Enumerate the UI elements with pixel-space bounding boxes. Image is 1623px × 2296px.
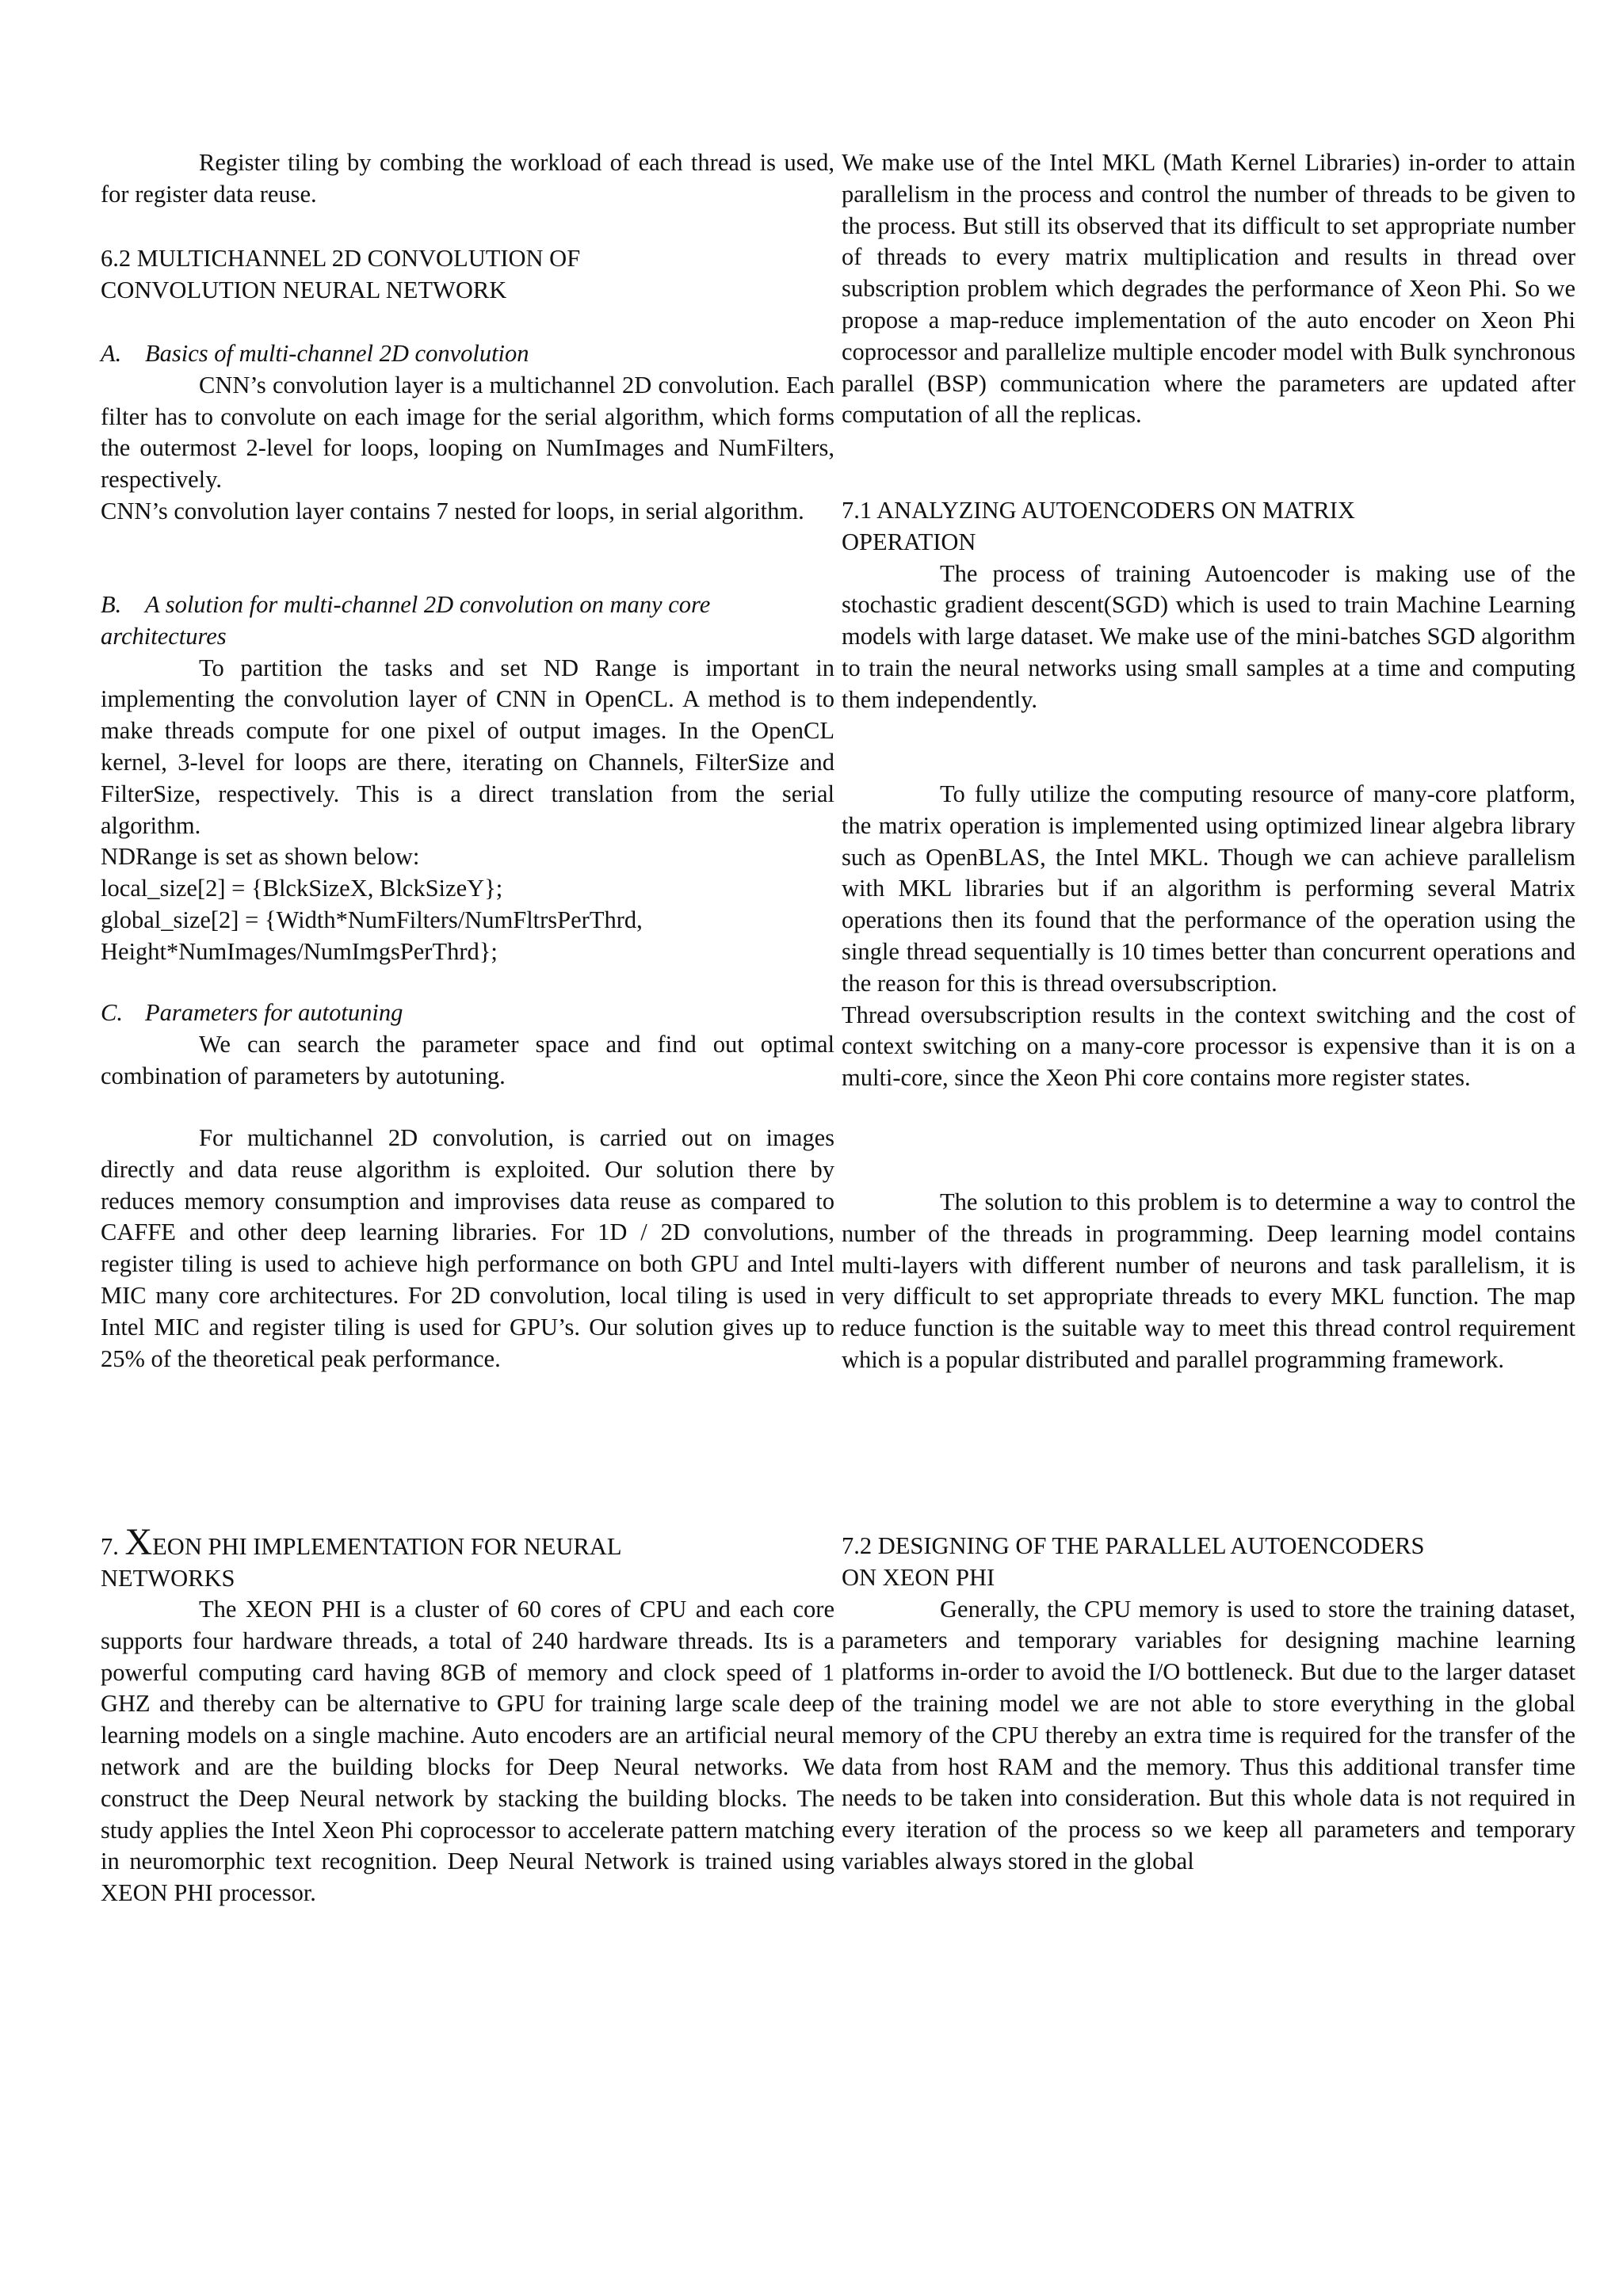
section-7-1-para4-block [842, 1187, 1575, 1376]
subsection-a-para1: CNN’s convolution layer is a multichannel 2D convolution. Each filter has to convolute on each image for the serial algorithm, which forms the outermost 2-level for loops, looping on NumImages and NumFilters, respectively. [101, 371, 834, 494]
section-7-heading-big-letter: X [124, 1521, 153, 1563]
section-7-1-para1: The process of training Autoencoder is making use of the stochastic gradient descent(SGD) which is used to train Machine Learning models with large dataset. We make use of the mini-batches SGD algorithm to train the neural networks using small samples at a time and computing them independently. [842, 559, 1575, 713]
section-7-2-heading-line2: ON XEON PHI [842, 1563, 995, 1591]
global-size-line2: Height*NumImages/NumImgsPerThrd}; [101, 937, 498, 965]
right-intro-text: We make use of the Intel MKL (Math Kernel Libraries) in-order to attain parallelism in the process and control the number of threads to be given to the process. But still its observed that its difficult to set appropriate number of threads to every matrix multiplication and results in thread over subscription problem which degrades the performance of Xeon Phi. So we propose a map-reduce implementation of the auto encoder on Xeon Phi coprocessor and parallelize multiple encoder model with Bulk synchronous parallel (BSP) communication where the parameters are updated after computation of all the replicas. [842, 149, 1575, 429]
right-intro [842, 147, 1575, 431]
global-size-line1: global_size[2] = {Width*NumFilters/NumFltrsPerThrd, [101, 906, 643, 933]
subsection-c-para2-block [101, 1123, 834, 1375]
section-7-para1: The XEON PHI is a cluster of 60 cores of CPU and each core supports four hardware threads, a total of 240 hardware threads. Its is a powerful computing card having 8GB of memory and clock speed of 1 GHZ and thereby can be alternative to GPU for training large scale deep learning models on a single machine. Auto encoders are an artificial neural network and are the building blocks for Deep Neural networks. We construct the Deep Neural network by stacking the building blocks. The study applies the Intel Xeon Phi coprocessor to accelerate pattern matching in neuromorphic text recognition. Deep Neural Network is trained using XEON PHI processor. [101, 1596, 834, 1907]
section-7-heading-rest: EON PHI IMPLEMENTATION FOR NEURAL [152, 1533, 622, 1560]
section-7-heading-line2: NETWORKS [101, 1564, 235, 1592]
subsection-b [101, 589, 834, 968]
subsection-c-title: Parameters for autotuning [145, 999, 403, 1026]
section-7-1-para4: The solution to this problem is to determine a way to control the number of the threads in programming. Deep learning model contains multi-layers with different number of neurons and task parallelism, it is very difficult to set appropriate threads to every MKL function. The map reduce function is the suitable way to meet this thread control requirement which is a popular distributed and parallel programming framework. [842, 1188, 1575, 1373]
section-7-2 [842, 1531, 1575, 1878]
subsection-b-letter: B. [101, 591, 122, 618]
subsection-a-letter: A. [101, 340, 122, 367]
section-7-heading [101, 1521, 834, 1595]
subsection-c [101, 997, 834, 1092]
section-6-2-heading-line2: CONVOLUTION NEURAL NETWORK [101, 276, 507, 303]
section-7-1-para2-block [842, 779, 1575, 1094]
section-7-heading-line1 [101, 1521, 834, 1563]
subsection-b-para1: To partition the tasks and set ND Range is important in implementing the convolution layer of CNN in OpenCL. A method is to make threads compute for one pixel of output images. In the OpenCL kernel, 3-level for loops are there, iterating on Channels, FilterSize and FilterSize, respectively. This is a direct translation from the serial algorithm. [101, 654, 834, 839]
subsection-c-letter: C. [101, 999, 123, 1026]
section-6-2-heading [101, 243, 834, 307]
subsection-a-heading [101, 338, 834, 370]
section-7-body [101, 1594, 834, 1909]
section-7-heading-prefix: 7. [101, 1533, 125, 1560]
subsection-c-para1: We can search the parameter space and find out optimal combination of parameters by autotuning. [101, 1030, 834, 1089]
section-7-1-heading-line2: OPERATION [842, 528, 976, 555]
subsection-b-heading [101, 589, 834, 653]
section-7-1 [842, 495, 1575, 716]
left-intro-text: Register tiling by combing the workload of each thread is used, for register data reuse. [101, 149, 834, 208]
section-7-1-heading-line1: 7.1 ANALYZING AUTOENCODERS ON MATRIX [842, 497, 1355, 524]
section-6-2-heading-line1: 6.2 MULTICHANNEL 2D CONVOLUTION OF [101, 245, 581, 272]
local-size-line: local_size[2] = {BlckSizeX, BlckSizeY}; [101, 875, 503, 902]
section-7-1-para2: To fully utilize the computing resource of many-core platform, the matrix operation is implemented using optimized linear algebra library such as OpenBLAS, the Intel MKL. Though we can achieve parallelism with MKL libraries but if an algorithm is performing several Matrix operations then its found that the performance of the operation using the single thread sequentially is 10 times better than concurrent operations and the reason for this is thread oversubscription. [842, 780, 1575, 997]
subsection-a [101, 338, 834, 528]
subsection-a-para2: CNN’s convolution layer contains 7 nested for loops, in serial algorithm. [101, 497, 804, 524]
section-7-2-heading-line1: 7.2 DESIGNING OF THE PARALLEL AUTOENCODERS [842, 1532, 1425, 1559]
subsection-b-title: A solution for multi-channel 2D convolution on many core architectures [101, 591, 711, 650]
section-7-2-para1: Generally, the CPU memory is used to store the training dataset, parameters and temporary variables for designing machine learning platforms in-order to avoid the I/O bottleneck. But due to the larger dataset of the training model we are not able to store everything in the global memory of the CPU thereby an extra time is required for the transfer of the data from host RAM and the memory. Thus this additional transfer time needs to be taken into consideration. But this whole data is not required in every iteration of the process so we keep all parameters and temporary variables always stored in the global [842, 1595, 1575, 1875]
ndrange-line: NDRange is set as shown below: [101, 843, 420, 871]
left-intro [101, 147, 834, 211]
subsection-a-title: Basics of multi-channel 2D convolution [145, 340, 529, 367]
subsection-c-para2: For multichannel 2D convolution, is carried out on images directly and data reuse algorithm is exploited. Our solution there by reduces memory consumption and improvises data reuse as compared to CAFFE and other deep learning libraries. For 1D / 2D convolutions, register tiling is used to achieve high performance on both GPU and Intel MIC many core architectures. For 2D convolution, local tiling is used in Intel MIC and register tiling is used for GPU’s. Our solution gives up to 25% of the theoretical peak performance. [101, 1124, 834, 1372]
subsection-c-heading [101, 997, 834, 1029]
section-7-1-para3: Thread oversubscription results in the context switching and the cost of context switching on a many-core processor is expensive than it is on a multi-core, since the Xeon Phi core contains more register states. [842, 1001, 1575, 1092]
